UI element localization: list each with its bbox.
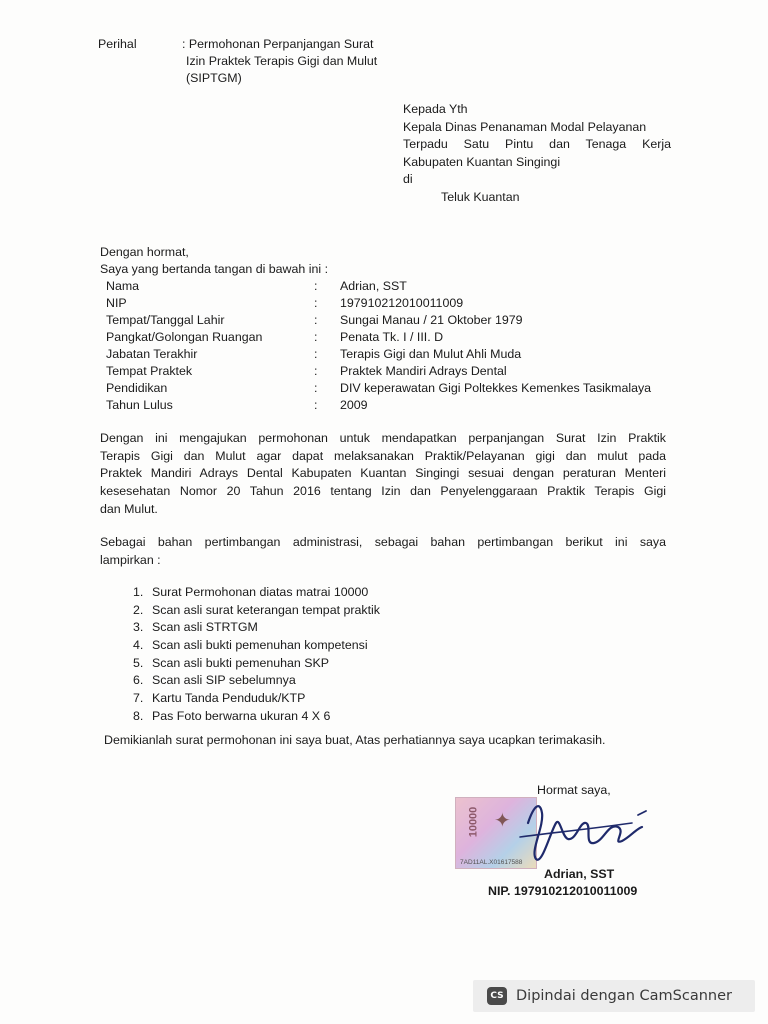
list-text: Kartu Tanda Penduduk/KTP xyxy=(152,691,306,706)
identity-value: 197910212010011009 xyxy=(340,296,464,310)
list-number: 4. xyxy=(133,638,144,653)
subject-line: : Permohonan Perpanjangan Surat xyxy=(182,37,374,51)
identity-key: Jabatan Terakhir xyxy=(106,347,198,361)
identity-row xyxy=(100,363,700,380)
identity-row xyxy=(100,346,700,363)
identity-row xyxy=(100,329,700,346)
recipient-line: di xyxy=(403,172,413,186)
signer-nip: NIP. 197910212010011009 xyxy=(488,884,638,898)
identity-key: Pendidikan xyxy=(106,381,168,395)
list-number: 7. xyxy=(133,691,144,706)
recipient-line: Kabupaten Kuantan Singingi xyxy=(403,154,561,169)
subject-label: Perihal xyxy=(98,37,137,51)
identity-key: Tempat/Tanggal Lahir xyxy=(106,313,225,327)
intro-text: Saya yang bertanda tangan di bawah ini : xyxy=(100,262,329,276)
paragraph-line: kesesehatan Nomor 20 Tahun 2016 tentang Izin dan Penyelenggaraan Praktik Terapis Gigi xyxy=(100,484,666,499)
list-number: 1. xyxy=(133,585,144,599)
list-number: 2. xyxy=(133,602,144,617)
identity-key: NIP xyxy=(106,296,127,310)
identity-value: DIV keperawatan Gigi Poltekkes Kemenkes Tasikmalaya xyxy=(340,381,652,395)
camscanner-text: Dipindai dengan CamScanner xyxy=(516,988,733,1004)
garuda-emblem-icon: ✦ xyxy=(494,810,511,832)
identity-colon: : xyxy=(314,398,318,412)
identity-colon: : xyxy=(314,279,318,293)
recipient-line: Teluk Kuantan xyxy=(441,189,520,204)
paragraph-line: dan Mulut. xyxy=(100,501,158,516)
closing-statement: Demikianlah surat permohonan ini saya buat, Atas perhatiannya saya ucapkan terimakasih. xyxy=(104,733,606,747)
list-text: Surat Permohonan diatas matrai 10000 xyxy=(152,585,369,599)
identity-row xyxy=(100,397,700,414)
identity-section xyxy=(100,244,700,414)
list-text: Scan asli surat keterangan tempat praktik xyxy=(152,602,380,617)
identity-value: Praktek Mandiri Adrays Dental xyxy=(340,364,507,378)
identity-colon: : xyxy=(314,330,318,344)
identity-colon: : xyxy=(314,381,318,395)
recipient-line: Kepala Dinas Penanaman Modal Pelayanan xyxy=(403,119,647,134)
identity-row xyxy=(100,295,700,312)
identity-value: 2009 xyxy=(340,398,368,412)
identity-value: Penata Tk. I / III. D xyxy=(340,330,444,344)
list-number: 6. xyxy=(133,673,144,688)
handwritten-signature xyxy=(500,793,650,873)
list-number: 5. xyxy=(133,655,144,670)
list-text: Scan asli STRTGM xyxy=(152,620,258,635)
paragraph-line: lampirkan : xyxy=(100,553,161,567)
salutation: Dengan hormat, xyxy=(100,245,189,259)
camscanner-watermark xyxy=(473,980,755,1012)
paragraph-line: Terapis Gigi dan Mulut agar dapat melaksanakan Praktik/Pelayanan gigi dan mulut pada xyxy=(100,448,666,463)
paragraph-line: Sebagai bahan pertimbangan administrasi, sebagai bahan pertimbangan berikut ini saya xyxy=(100,535,666,549)
identity-key: Tempat Praktek xyxy=(106,364,193,378)
list-text: Scan asli bukti pemenuhan SKP xyxy=(152,655,330,670)
identity-value: Adrian, SST xyxy=(340,279,407,293)
subject-text xyxy=(182,36,422,87)
identity-key: Tahun Lulus xyxy=(106,398,173,412)
identity-value: Sungai Manau / 21 Oktober 1979 xyxy=(340,313,523,327)
identity-row xyxy=(100,278,700,295)
recipient-line: Kepada Yth xyxy=(403,102,468,116)
stamp-value: 10000 xyxy=(467,806,480,838)
list-text: Scan asli SIP sebelumnya xyxy=(152,673,296,688)
paragraph-line: Praktek Mandiri Adrays Dental Kabupaten Kuantan Singingi sesuai dengan peraturan Menteri xyxy=(100,466,666,481)
identity-key: Nama xyxy=(106,279,140,293)
list-text: Scan asli bukti pemenuhan kompetensi xyxy=(152,638,368,653)
identity-row xyxy=(100,312,700,329)
recipient-block xyxy=(403,101,683,206)
identity-row xyxy=(100,380,700,397)
identity-table xyxy=(100,278,700,414)
list-number: 8. xyxy=(133,708,144,723)
signer-name: Adrian, SST xyxy=(544,867,615,881)
camscanner-logo-icon: CS xyxy=(487,987,507,1005)
recipient-line: Terpadu Satu Pintu dan Tenaga Kerja xyxy=(403,137,671,151)
list-number: 3. xyxy=(133,620,144,635)
identity-colon: : xyxy=(314,364,318,378)
identity-colon: : xyxy=(314,296,318,310)
request-paragraph xyxy=(100,430,666,519)
identity-colon: : xyxy=(314,313,318,327)
regards-text: Hormat saya, xyxy=(537,783,611,797)
stamp-code: 7AD11AL.X01617588 xyxy=(460,859,523,866)
subject-line: (SIPTGM) xyxy=(186,71,242,85)
attachment-intro-paragraph xyxy=(100,533,666,569)
subject-line: Izin Praktek Terapis Gigi dan Mulut xyxy=(186,54,378,68)
identity-key: Pangkat/Golongan Ruangan xyxy=(106,330,263,344)
paragraph-line: Dengan ini mengajukan permohonan untuk mendapatkan perpanjangan Surat Izin Praktik xyxy=(100,431,666,445)
signature-block xyxy=(440,783,670,903)
list-text: Pas Foto berwarna ukuran 4 X 6 xyxy=(152,708,331,723)
identity-colon: : xyxy=(314,347,318,361)
identity-value: Terapis Gigi dan Mulut Ahli Muda xyxy=(340,347,522,361)
